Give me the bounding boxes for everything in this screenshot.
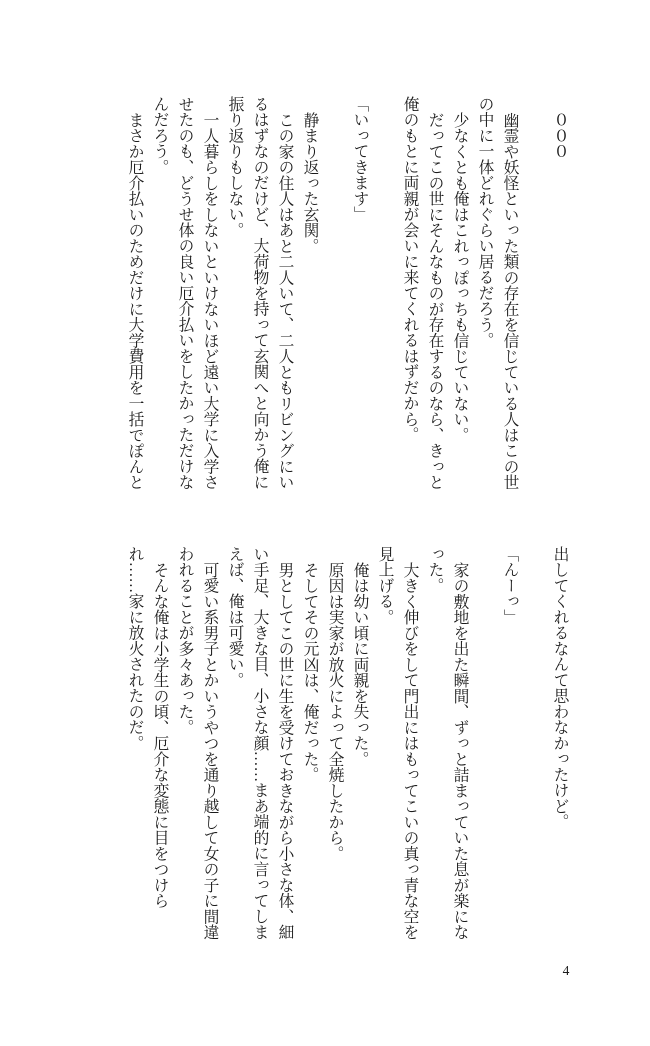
text-line: せたのも、どうせ体の良い厄介払いをしたかっただけな bbox=[176, 96, 193, 490]
text-line: えば、俺は可愛い。 bbox=[226, 546, 243, 688]
text-line: まさか厄介払いのためだけに大学費用を一括でぽんと bbox=[126, 111, 143, 490]
lower-text-block bbox=[120, 546, 572, 943]
text-line: 男としてこの世に生を受けておきながら小さな体、細 bbox=[276, 561, 293, 940]
text-line: この家の住人はあと二人いて、二人ともリビングにい bbox=[276, 111, 293, 490]
text-line: んだろう。 bbox=[151, 96, 168, 175]
text-line: 見上げる。 bbox=[376, 546, 393, 625]
upper-text-block bbox=[120, 96, 572, 493]
text-line: の中に一体どれぐらい居るだろう。 bbox=[476, 96, 493, 348]
text-line: 振り返りもしない。 bbox=[226, 96, 243, 238]
text-line: った。 bbox=[426, 546, 443, 594]
page-number: 4 bbox=[562, 963, 570, 978]
text-line: れ……家に放火されたのだ。 bbox=[126, 546, 143, 751]
text-line: 俺のもとに両親が会いに来てくれるはずだから。 bbox=[401, 96, 418, 443]
blank-line bbox=[472, 546, 497, 943]
blank-line bbox=[522, 546, 547, 943]
text-line: 「んーっ」 bbox=[501, 546, 518, 625]
text-line: 幽霊や妖怪といった類の存在を信じている人はこの世 bbox=[501, 111, 518, 490]
text-line: だってこの世にそんなものが存在するのなら、きっと bbox=[426, 111, 443, 490]
text-line: 一人暮らしをしないといけないほど遠い大学に入学さ bbox=[201, 111, 218, 490]
text-line: 大きく伸びをして門出にはもってこいの真っ青な空を bbox=[401, 561, 418, 940]
blank-line bbox=[522, 96, 547, 493]
text-line: るはずなのだけど、大荷物を持って玄関へと向かう俺に bbox=[251, 96, 268, 490]
text-line: 家の敷地を出た瞬間、ずっと詰まっていた息が楽にな bbox=[451, 561, 468, 940]
text-line: 静まり返った玄関。 bbox=[301, 111, 318, 254]
text-line: 出してくれるなんて思わなかったけど。 bbox=[551, 546, 568, 830]
text-line: そんな俺は小学生の頃、厄介な変態に目をつけら bbox=[151, 561, 168, 909]
blank-line bbox=[372, 96, 397, 493]
text-line: われることが多々あった。 bbox=[176, 546, 193, 735]
text-line: そしてその元凶は、俺だった。 bbox=[301, 561, 318, 783]
text-line: 俺は幼い頃に両親を失った。 bbox=[351, 561, 368, 767]
text-line: 原因は実家が放火によって全焼したから。 bbox=[326, 561, 343, 861]
text-line: 可愛い系男子とかいうやつを通り越して女の子に間違 bbox=[201, 561, 218, 940]
text-line: 「いってきます」 bbox=[351, 96, 368, 222]
text-line: ０００ bbox=[551, 111, 568, 159]
text-line: 少なくとも俺はこれっぽっちも信じていない。 bbox=[451, 111, 468, 443]
text-line: い手足、大きな目、小さな顔……まあ端的に言ってしま bbox=[251, 546, 268, 940]
blank-line bbox=[322, 96, 347, 493]
